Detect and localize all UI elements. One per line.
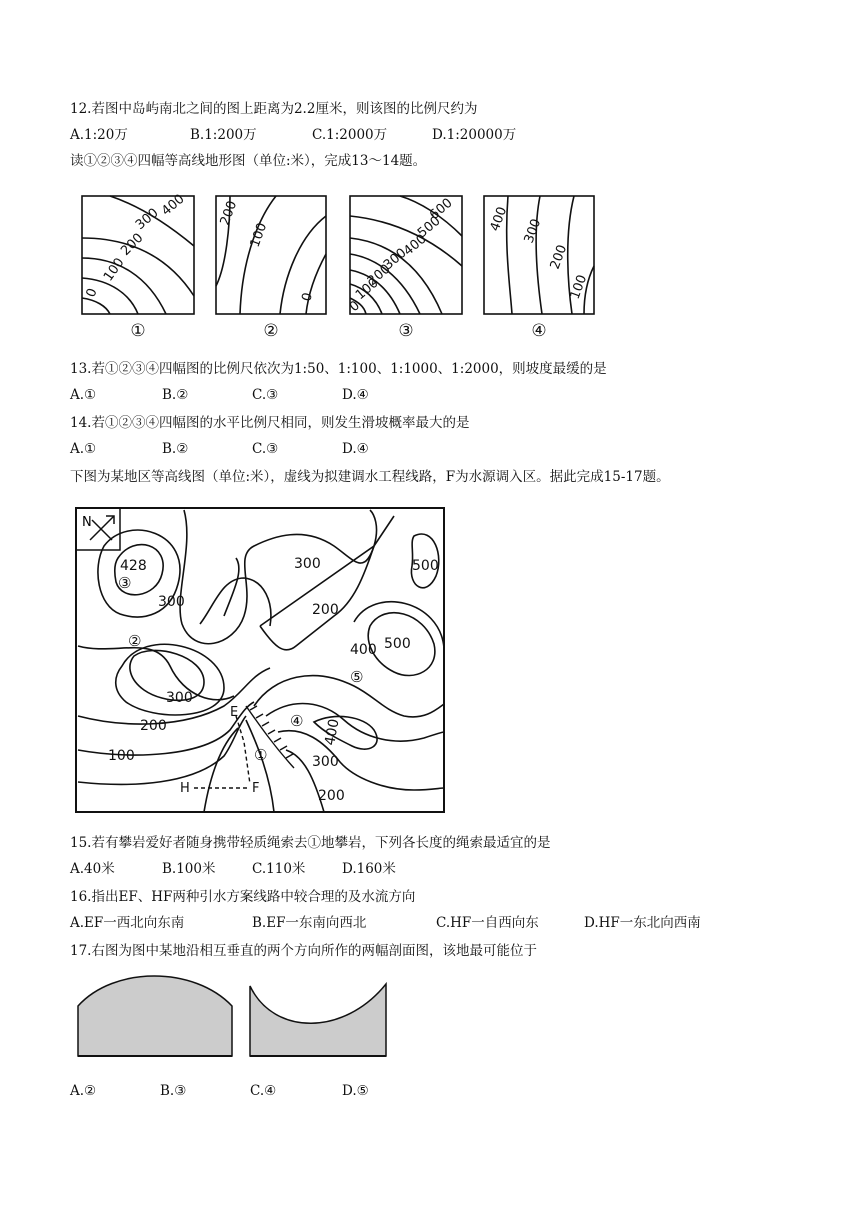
q12-stem: 12.若图中岛屿南北之间的图上距离为2.2厘米，则该图的比例尺约为 <box>70 101 478 117</box>
p1-label-300: 300 <box>132 205 162 234</box>
intro-13-14: 读①②③④四幅等高线地形图（单位:米），完成13～14题。 <box>70 153 427 169</box>
point-h: H <box>180 781 190 796</box>
contour-label-300-lower: 300 <box>312 754 339 770</box>
profile-concave <box>250 984 386 1056</box>
marker-5: ⑤ <box>350 668 364 686</box>
q15-option-b[interactable]: B.100米 <box>162 861 216 877</box>
q14-stem: 14.若①②③④四幅图的水平比例尺相同，则发生滑坡概率最大的是 <box>70 415 470 431</box>
q15-option-c[interactable]: C.110米 <box>252 861 306 877</box>
contour-label-500-right: 500 <box>412 558 439 574</box>
q17-option-d[interactable]: D.⑤ <box>342 1083 369 1099</box>
marker-4: ④ <box>290 712 304 730</box>
marker-3: ③ <box>118 574 132 592</box>
panel-3-label: ③ <box>398 321 414 341</box>
panel-4-label: ④ <box>531 321 547 341</box>
contour-label-300-left: 300 <box>158 594 185 610</box>
p4-label-200: 200 <box>547 242 571 272</box>
contour-label-200-left: 200 <box>140 718 167 734</box>
contour-label-300-top: 300 <box>294 556 321 572</box>
q14-option-b[interactable]: B.② <box>162 441 189 457</box>
q17-option-b[interactable]: B.③ <box>160 1083 187 1099</box>
p3-label-100: 100 <box>352 275 382 304</box>
p2-label-200: 200 <box>217 198 241 228</box>
p3-label-0: 0 <box>346 298 363 316</box>
q12-option-c[interactable]: C.1:2000万 <box>312 127 388 143</box>
p3-label-400: 400 <box>400 231 430 260</box>
contour-panels-figure <box>70 186 600 342</box>
q13-option-c[interactable]: C.③ <box>252 387 279 403</box>
contour-label-200-lower: 200 <box>318 788 345 804</box>
q13-option-d[interactable]: D.④ <box>342 387 369 403</box>
q13-option-b[interactable]: B.② <box>162 387 189 403</box>
contour-label-500-mid: 500 <box>384 636 411 652</box>
p2-label-0: 0 <box>299 291 317 304</box>
q17-option-a[interactable]: A.② <box>70 1083 97 1099</box>
marker-1: ① <box>254 746 268 764</box>
p3-label-600: 600 <box>426 195 456 224</box>
q15-option-a[interactable]: A.40米 <box>70 861 115 877</box>
q16-option-a[interactable]: A.EF一西北向东南 <box>70 915 185 931</box>
p3-label-500: 500 <box>414 213 444 242</box>
q16-option-d[interactable]: D.HF一东北向西南 <box>584 915 701 931</box>
point-e: E <box>230 705 239 720</box>
q15-option-d[interactable]: D.160米 <box>342 861 396 877</box>
q17-stem: 17.右图为图中某地沿相互垂直的两个方向所作的两幅剖面图，该地最可能位于 <box>70 943 537 959</box>
contour-map-figure <box>74 506 448 816</box>
p2-label-100: 100 <box>247 220 271 250</box>
contour-label-100: 100 <box>108 748 135 764</box>
point-f: F <box>252 781 260 796</box>
q12-option-b[interactable]: B.1:200万 <box>190 127 257 143</box>
p1-label-200: 200 <box>118 230 147 259</box>
q14-option-d[interactable]: D.④ <box>342 441 369 457</box>
p1-label-0: 0 <box>83 286 101 300</box>
contour-label-200-center: 200 <box>312 602 339 618</box>
q13-option-a[interactable]: A.① <box>70 387 97 403</box>
q16-option-b[interactable]: B.EF一东南向西北 <box>252 915 367 931</box>
p4-label-300: 300 <box>521 216 545 246</box>
panel-2-label: ② <box>263 321 279 341</box>
q14-option-a[interactable]: A.① <box>70 441 97 457</box>
q12-option-a[interactable]: A.1:20万 <box>70 127 128 143</box>
q16-stem: 16.指出EF、HF两种引水方案线路中较合理的及水流方向 <box>70 889 416 905</box>
contour-label-400-lower: 400 <box>322 717 343 747</box>
peak-428: 428 <box>120 558 147 574</box>
p3-label-200: 200 <box>364 261 394 290</box>
p1-label-400: 400 <box>158 191 188 220</box>
p4-label-100: 100 <box>567 272 591 302</box>
p4-label-400: 400 <box>487 204 511 234</box>
profile-convex <box>78 976 232 1056</box>
contour-label-300-bottom: 300 <box>166 690 193 706</box>
q13-stem: 13.若①②③④四幅图的比例尺依次为1:50、1:100、1:1000、1:2000，则坡度最缓的是 <box>70 361 607 377</box>
north-label: N <box>82 515 92 530</box>
marker-2: ② <box>128 632 142 650</box>
q14-option-c[interactable]: C.③ <box>252 441 279 457</box>
p3-label-300: 300 <box>380 245 410 274</box>
contour-label-400: 400 <box>350 642 377 658</box>
intro-15-17: 下图为某地区等高线图（单位:米），虚线为拟建调水工程线路，F为水源调入区。据此完成15-17题。 <box>70 469 670 485</box>
q12-option-d[interactable]: D.1:20000万 <box>432 127 517 143</box>
p1-label-100: 100 <box>100 255 128 285</box>
profile-figure <box>74 966 390 1066</box>
q17-option-c[interactable]: C.④ <box>250 1083 277 1099</box>
panel-1-label: ① <box>130 321 146 341</box>
q16-option-c[interactable]: C.HF一自西向东 <box>436 915 539 931</box>
q15-stem: 15.若有攀岩爱好者随身携带轻质绳索去①地攀岩，下列各长度的绳索最适宜的是 <box>70 835 551 851</box>
